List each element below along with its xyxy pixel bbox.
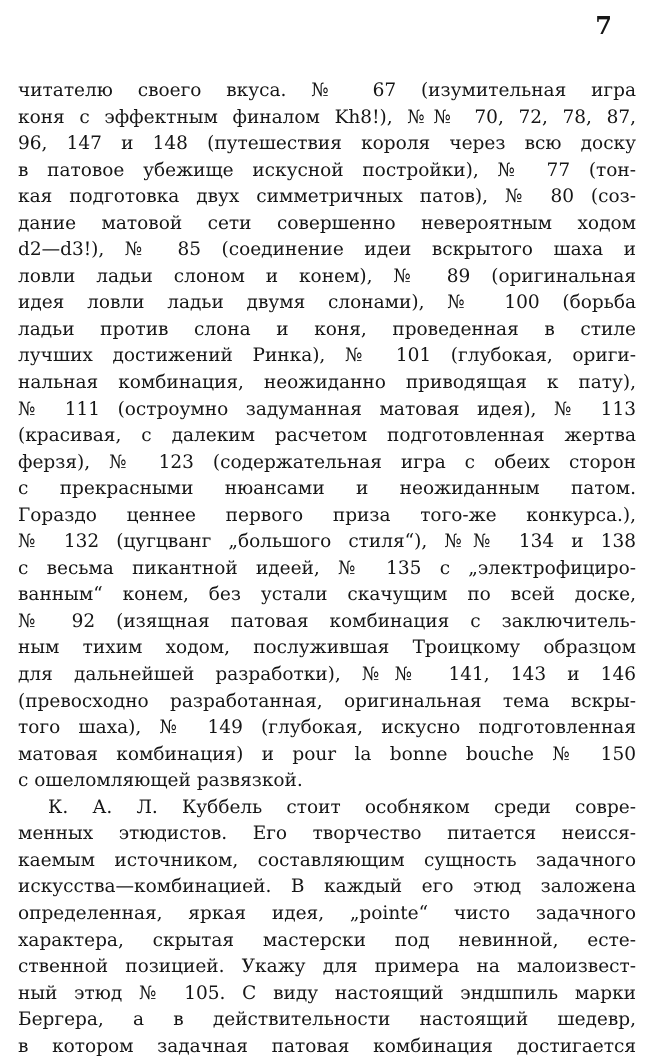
text-line: ственной позицией. Укажу для примера на малоизвест- (18, 956, 636, 978)
text-line: Гораздо ценнее первого приза того-же конкурса.), (18, 504, 636, 526)
text-line: коня с эффектным финалом Kh8!), №№ 70, 72, 78, 87, (18, 106, 636, 128)
text-line: с ошеломляющей развязкой. (18, 770, 303, 792)
text-line: ладьи против слона и коня, проведенная в стиле (18, 318, 636, 340)
text-line: того шаха), № 149 (глубокая, искусно подготовленная (18, 717, 636, 739)
text-line: № 92 (изящная патовая комбинация с заключитель- (18, 610, 636, 632)
text-line: менных этюдистов. Его творчество питается неисся- (18, 823, 636, 845)
text-line: Бергера, а в действительности настоящий шедевр, (18, 1009, 636, 1031)
text-line: определенная, яркая идея, „pointe“ чисто задачного (18, 902, 636, 924)
text-line: ванным“ конем, без устали скачущим по всей доске, (18, 584, 636, 606)
text-line: № 111 (остроумно задуманная матовая идея), № 113 (18, 398, 636, 420)
text-line: матовая комбинация) и pour la bonne bouche № 150 (18, 743, 636, 765)
text-line: 96, 147 и 148 (путешествия короля через всю доску (18, 133, 636, 155)
text-line: нальная комбинация, неожиданно приводящая к пату), (18, 372, 636, 394)
text-line: с весьма пикантной идеей, № 135 с „электрофициро- (18, 557, 636, 579)
text-line: ный этюд № 105. С виду настоящий эндшпиль марки (18, 982, 636, 1004)
body-text (18, 78, 636, 1060)
text-line: К. А. Л. Куббель стоит особняком среди совре- (48, 796, 636, 818)
page-number: 7 (595, 11, 612, 40)
text-line: ным тихим ходом, послужившая Троицкому образцом (18, 637, 636, 659)
text-line: (красивая, с далеким расчетом подготовленная жертва (18, 425, 636, 447)
text-line: читателю своего вкуса. № 67 (изумительная игра (18, 80, 636, 101)
text-line: ферзя), № 123 (содержательная игра с обеих сторон (18, 451, 636, 473)
text-line: для дальнейшей разработки), №№ 141, 143 и 146 (18, 664, 636, 686)
text-line: дание матовой сети совершенно невероятным ходом (18, 212, 636, 234)
text-line: искусства—комбинацией. В каждый его этюд заложена (18, 876, 636, 898)
text-line: лучших достижений Ринка), № 101 (глубокая, ориги- (18, 345, 636, 367)
text-line: кая подготовка двух симметричных патов), № 80 (соз- (18, 186, 636, 208)
text-line: № 132 (цугцванг „большого стиля“), №№ 134 и 138 (18, 531, 636, 553)
text-line: идея ловли ладьи двумя слонами), № 100 (борьба (18, 292, 636, 314)
text-line: характера, скрытая мастерски под невинной, есте- (18, 929, 636, 951)
text-line: с прекрасными нюансами и неожиданным патом. (18, 478, 636, 500)
text-line: d2—d3!), № 85 (соединение идеи вскрытого шаха и (18, 239, 636, 261)
text-line: в патовое убежище искусной постройки), № 77 (тон- (18, 159, 636, 181)
text-line: каемым источником, составляющим сущность задачного (18, 849, 636, 871)
text-line: ловли ладьи слоном и конем), № 89 (оригинальная (18, 265, 636, 287)
text-line: в котором задачная патовая комбинация достигается (18, 1035, 636, 1057)
text-line: (превосходно разработанная, оригинальная тема вскры- (18, 690, 636, 712)
